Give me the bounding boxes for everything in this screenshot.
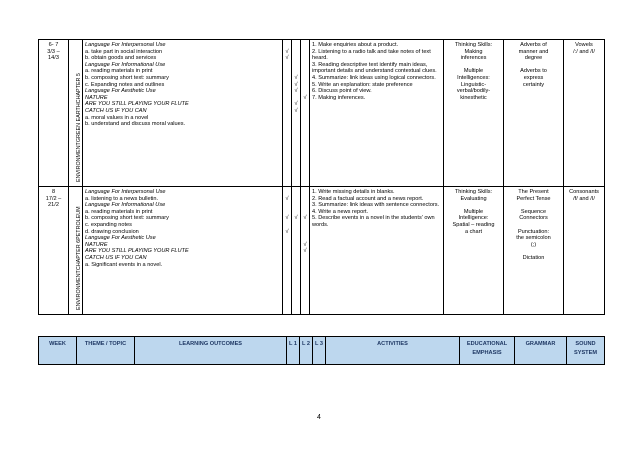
l3-cell bbox=[301, 187, 310, 315]
tick-mark: √ bbox=[294, 215, 298, 222]
emphasis-line: Thinking Skills: bbox=[454, 42, 493, 48]
grammar-line: Adverbs to bbox=[520, 68, 547, 75]
l3-cell bbox=[301, 40, 310, 187]
week-cell: 6- 7 3/3 – 14/3 bbox=[39, 40, 69, 187]
theme-vertical-text: ENVIRONMENTCHAPTER 6PETROLEUM bbox=[75, 206, 82, 310]
table-row bbox=[39, 187, 605, 315]
tick-mark: √ bbox=[303, 241, 307, 248]
activities-cell bbox=[310, 187, 444, 315]
activity-item: 3. Reading descriptive text identify main ideas, important details and understand contextual clues. bbox=[312, 61, 437, 75]
sound-list bbox=[566, 189, 602, 202]
col-header-grammar: GRAMMAR bbox=[515, 337, 567, 365]
grammar-line: certainty bbox=[522, 81, 545, 88]
grammar-list bbox=[506, 189, 561, 262]
tick-mark: √ bbox=[285, 228, 289, 235]
grammar-line: Sequence bbox=[520, 208, 547, 215]
tick-mark bbox=[303, 189, 307, 196]
tick-mark: √ bbox=[285, 55, 289, 62]
tick-mark bbox=[303, 115, 307, 122]
tick-mark bbox=[303, 108, 307, 115]
tick-mark bbox=[303, 82, 307, 89]
tick-mark bbox=[303, 262, 307, 269]
outcomes-cell bbox=[83, 187, 283, 315]
tick-mark bbox=[294, 42, 298, 49]
lesson-plan-table bbox=[38, 39, 605, 315]
col-header-l2: L 2 bbox=[300, 337, 313, 365]
outcome-line: a. take part in social interaction bbox=[85, 48, 163, 55]
tick-mark bbox=[294, 202, 298, 209]
col-header-outcomes: LEARNING OUTCOMES bbox=[135, 337, 287, 365]
tick-mark bbox=[294, 68, 298, 75]
tick-mark bbox=[294, 248, 298, 255]
emphasis-line: a chart bbox=[464, 228, 483, 235]
tick-mark bbox=[303, 229, 307, 236]
tick-mark bbox=[303, 49, 307, 56]
l1-cell bbox=[283, 187, 292, 315]
outcome-line: a. moral values in a novel bbox=[85, 114, 149, 121]
outcome-line: Language For Informational Use bbox=[85, 202, 166, 209]
outcome-line: NATURE bbox=[85, 241, 108, 248]
theme-cell bbox=[69, 187, 83, 315]
grammar-line: (;) bbox=[530, 241, 537, 248]
grammar-line: the semicolon bbox=[516, 235, 551, 242]
col-header-l3: L 3 bbox=[313, 337, 326, 365]
tick-mark bbox=[285, 202, 289, 209]
tick-mark bbox=[294, 121, 298, 128]
tick-mark bbox=[285, 262, 289, 269]
emphasis-list bbox=[446, 189, 501, 235]
tick-mark: √ bbox=[294, 101, 298, 108]
tick-mark bbox=[285, 88, 289, 95]
activity-item: 5. Write an explanation: state preference bbox=[312, 81, 413, 88]
emphasis-line: verbal/bodily- bbox=[456, 88, 491, 95]
grammar-line: degree bbox=[524, 55, 543, 62]
sound-cell bbox=[564, 187, 605, 315]
outcome-line: Language For Informational Use bbox=[85, 61, 166, 68]
tick-mark bbox=[285, 121, 289, 128]
outcome-line: CATCH US IF YOU CAN bbox=[85, 254, 147, 261]
outcome-line: Language For Interpersonal Use bbox=[85, 42, 166, 48]
l3-ticks bbox=[303, 189, 307, 268]
emphasis-line: Thinking Skills: bbox=[454, 189, 493, 195]
sound-line: /:/ and /I/ bbox=[573, 48, 595, 55]
activity-item: 4. Write a news report. bbox=[312, 208, 369, 215]
activities-list bbox=[312, 42, 441, 101]
tick-mark bbox=[303, 55, 307, 62]
tick-mark bbox=[294, 242, 298, 249]
sound-line: /f/ and /I/ bbox=[573, 195, 595, 202]
tick-mark bbox=[303, 196, 307, 203]
tick-mark bbox=[303, 75, 307, 82]
outcomes-list bbox=[85, 189, 280, 268]
col-header-emphasis: EDUCATIONAL EMPHASIS bbox=[460, 337, 515, 365]
tick-mark bbox=[303, 121, 307, 128]
tick-mark: √ bbox=[285, 195, 289, 202]
l2-ticks bbox=[294, 42, 298, 128]
sound-cell bbox=[564, 40, 605, 187]
grammar-line: Punctuation: bbox=[517, 228, 550, 235]
tick-mark bbox=[285, 235, 289, 242]
tick-mark: √ bbox=[294, 88, 298, 95]
table-row bbox=[39, 40, 605, 187]
activity-item: 2. Read a factual account and a news report. bbox=[312, 195, 424, 202]
tick-mark bbox=[303, 68, 307, 75]
tick-mark bbox=[294, 222, 298, 229]
emphasis-line: Spatial – reading bbox=[452, 221, 495, 228]
grammar-line: Adverbs of bbox=[520, 42, 547, 48]
tick-mark bbox=[285, 255, 289, 262]
l2-cell bbox=[292, 187, 301, 315]
tick-mark bbox=[303, 42, 307, 49]
tick-mark bbox=[285, 75, 289, 82]
tick-mark: √ bbox=[294, 107, 298, 114]
tick-mark bbox=[285, 95, 289, 102]
tick-mark bbox=[294, 49, 298, 56]
tick-mark bbox=[294, 229, 298, 236]
tick-mark bbox=[303, 235, 307, 242]
outcome-line: Language For Aesthetic Use bbox=[85, 235, 156, 242]
activity-item: 7. Making inferences. bbox=[312, 94, 366, 101]
grammar-list bbox=[506, 42, 561, 88]
emphasis-line: Multiple bbox=[463, 208, 484, 215]
tick-mark bbox=[285, 242, 289, 249]
theme-cell bbox=[69, 40, 83, 187]
outcome-line: a. listening to a news bulletin. bbox=[85, 195, 159, 202]
tick-mark bbox=[285, 68, 289, 75]
tick-mark: √ bbox=[303, 248, 307, 255]
tick-mark bbox=[285, 189, 289, 196]
tick-mark bbox=[285, 62, 289, 69]
grammar-line: Perfect Tense bbox=[516, 195, 551, 202]
tick-mark bbox=[294, 196, 298, 203]
outcome-line: b. composing short text: summary bbox=[85, 74, 169, 81]
tick-mark bbox=[303, 88, 307, 95]
grammar-line bbox=[506, 202, 561, 209]
grammar-line: The Present bbox=[518, 189, 549, 195]
tick-mark bbox=[285, 101, 289, 108]
week-cell: 8 17/2 – 21/2 bbox=[39, 187, 69, 315]
outcome-line: a. reading materials in print bbox=[85, 208, 153, 215]
activity-item: 6. Discuss point of view. bbox=[312, 88, 372, 95]
tick-mark: √ bbox=[303, 215, 307, 222]
emphasis-list bbox=[446, 42, 501, 101]
activity-item: 5. Describe events in a novel in the students' own words. bbox=[312, 215, 435, 228]
activity-item: 2. Listening to a radio talk and take notes of text heard. bbox=[312, 48, 431, 62]
outcomes-cell bbox=[83, 40, 283, 187]
outcome-line: b. understand and discuss moral values. bbox=[85, 121, 186, 128]
emphasis-line bbox=[446, 202, 501, 209]
outcome-line: ARE YOU STILL PLAYING YOUR FLUTE bbox=[85, 101, 189, 108]
outcome-line: b. obtain goods and services bbox=[85, 55, 157, 62]
grammar-line: Connectors bbox=[519, 215, 548, 222]
tick-mark bbox=[303, 202, 307, 209]
emphasis-cell bbox=[444, 40, 504, 187]
tick-mark: √ bbox=[303, 94, 307, 101]
tick-mark bbox=[294, 262, 298, 269]
tick-mark bbox=[294, 235, 298, 242]
l2-cell bbox=[292, 40, 301, 187]
outcomes-list bbox=[85, 42, 280, 128]
sound-line: Consonants bbox=[569, 189, 599, 195]
tick-mark bbox=[294, 115, 298, 122]
activity-item: 3. Summarize: link ideas with sentence connectors. bbox=[312, 202, 440, 209]
tick-mark: √ bbox=[294, 74, 298, 81]
emphasis-line: Intelligences: bbox=[457, 74, 490, 81]
grammar-cell bbox=[504, 187, 564, 315]
col-header-week: WEEK bbox=[39, 337, 77, 365]
tick-mark bbox=[285, 248, 289, 255]
activity-item: 1. Make enquiries about a product. bbox=[312, 42, 399, 48]
emphasis-line: Making bbox=[464, 48, 483, 55]
tick-mark bbox=[303, 255, 307, 262]
activities-cell bbox=[310, 40, 444, 187]
col-header-sound: SOUND SYSTEM bbox=[567, 337, 605, 365]
l3-ticks bbox=[303, 42, 307, 128]
outcome-line: ARE YOU STILL PLAYING YOUR FLUTE bbox=[85, 248, 189, 255]
emphasis-cell bbox=[444, 187, 504, 315]
l1-ticks bbox=[285, 189, 289, 268]
tick-mark bbox=[285, 222, 289, 229]
outcome-line: c. Expanding notes and outlines bbox=[85, 81, 165, 88]
tick-mark bbox=[303, 62, 307, 69]
activities-list bbox=[312, 189, 441, 229]
tick-mark bbox=[285, 82, 289, 89]
outcome-line: CATCH US IF YOU CAN bbox=[85, 107, 147, 114]
grammar-line: express bbox=[523, 74, 544, 81]
outcome-line: a. Significant events in a novel. bbox=[85, 261, 163, 268]
outcome-line: b. composing short text: summary bbox=[85, 215, 169, 222]
emphasis-line: Multiple bbox=[463, 68, 484, 75]
theme-vertical-text: ENVIRONMENTGREEN EARTHCHAPTER 5 bbox=[75, 73, 82, 182]
outcome-line: a. reading materials in print bbox=[85, 68, 153, 75]
tick-mark bbox=[285, 115, 289, 122]
emphasis-line bbox=[446, 62, 501, 69]
sound-line: Vowels bbox=[575, 42, 593, 48]
tick-mark bbox=[294, 55, 298, 62]
activity-item: 4. Summarize: link ideas using logical connectors. bbox=[312, 74, 436, 81]
tick-mark bbox=[303, 101, 307, 108]
tick-mark bbox=[303, 222, 307, 229]
tick-mark: √ bbox=[285, 48, 289, 55]
activity-item: 1. Write missing details in blanks. bbox=[312, 189, 395, 195]
l2-ticks bbox=[294, 189, 298, 268]
grammar-line: Dictation bbox=[522, 254, 545, 261]
sound-list bbox=[566, 42, 602, 55]
outcome-line: Language For Aesthetic Use bbox=[85, 88, 156, 95]
tick-mark bbox=[285, 108, 289, 115]
tick-mark: √ bbox=[285, 215, 289, 222]
grammar-cell bbox=[504, 40, 564, 187]
outcome-line: c. expanding notes bbox=[85, 221, 132, 228]
tick-mark bbox=[294, 255, 298, 262]
col-header-activities: ACTIVITIES bbox=[326, 337, 460, 365]
header-row-table bbox=[38, 336, 605, 365]
emphasis-line: Linguistic- bbox=[460, 81, 487, 88]
tick-mark bbox=[285, 42, 289, 49]
emphasis-line: Intelligence: bbox=[458, 215, 489, 222]
tick-mark bbox=[294, 62, 298, 69]
outcome-line: Language For Interpersonal Use bbox=[85, 189, 166, 195]
emphasis-line: kinesthetic bbox=[460, 94, 487, 101]
col-header-theme: THEME / TOPIC bbox=[77, 337, 135, 365]
grammar-line bbox=[506, 62, 561, 69]
grammar-line bbox=[506, 248, 561, 255]
page-number: 4 bbox=[317, 414, 321, 421]
grammar-line bbox=[506, 222, 561, 229]
l1-cell bbox=[283, 40, 292, 187]
tick-mark: √ bbox=[294, 81, 298, 88]
emphasis-line: Evaluating bbox=[460, 195, 487, 202]
tick-mark bbox=[294, 189, 298, 196]
grammar-line: manner and bbox=[518, 48, 549, 55]
emphasis-line: inferences bbox=[460, 55, 487, 62]
outcome-line: NATURE bbox=[85, 94, 108, 101]
outcome-line: d. drawing conclusion bbox=[85, 228, 139, 235]
col-header-l1: L 1 bbox=[287, 337, 300, 365]
l1-ticks bbox=[285, 42, 289, 128]
